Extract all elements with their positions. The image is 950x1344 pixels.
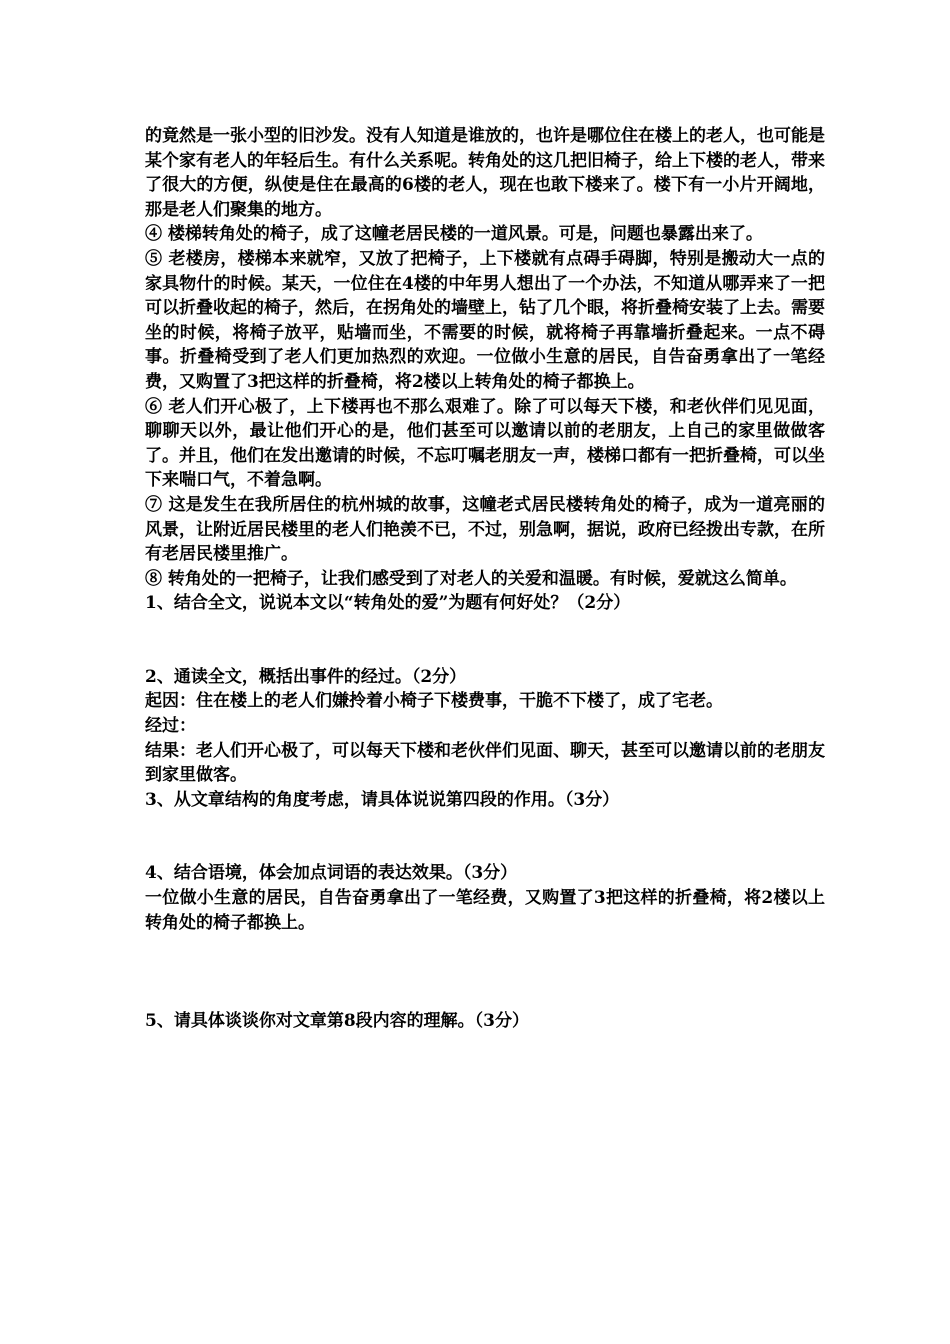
question-3: 3、从文章结构的角度考虑，请具体说说第四段的作用。（3分）	[145, 789, 620, 810]
paragraph-3-continued: 的竟然是一张小型的旧沙发。没有人知道是谁放的，也许是哪位住在楼上的老人，也可能是某个家有老人的年轻后生。有什么关系呢。转角处的这几把旧椅子，给上下楼的老人，带来了很大的方便，纵使是住在最高的6楼的老人，现在也敢下楼来了。楼下有一小片开阔地，那是老人们聚集的地方。	[145, 126, 825, 220]
answer-space-4	[145, 935, 825, 984]
paragraph-7: ⑦ 这是发生在我所居住的杭州城的故事，这幢老式居民楼转角处的椅子，成为一道亮丽的风景，让附近居民楼里的老人们艳羡不已，不过，别急啊，据说，政府已经拨出专款，在所有老居民楼里推广。	[145, 494, 825, 565]
paragraph-6: ⑥ 老人们开心极了，上下楼再也不那么艰难了。除了可以每天下楼，和老伙伴们见见面，聊聊天以外，最让他们开心的是，他们甚至可以邀请以前的老朋友，上自己的家里做做客了。并且，他们在发出邀请的时候，不忘叮嘱老朋友一声，楼梯口都有一把折叠椅，可以坐下来喘口气，不着急啊。	[145, 396, 825, 491]
paragraph-5: ⑤ 老楼房，楼梯本来就窄，又放了把椅子，上下楼就有点碍手碍脚，特别是搬动大一点的家具物什的时候。某天，一位住在4楼的中年男人想出了一个办法，不知道从哪弄来了一把可以折叠收起的椅子，然后，在拐角处的墙壁上，钻了几个眼，将折叠椅安装了上去。需要坐的时候，将椅子放平，贴墙而坐，不需要的时候，就将椅子再靠墙折叠起来。一点不碍事。折叠椅受到了老人们更加热烈的欢迎。一位做小生意的居民，自告奋勇拿出了一笔经费，又购置了3把这样的折叠椅，将2楼以上转角处的椅子都换上。	[145, 248, 825, 392]
answer-space-3	[145, 812, 825, 861]
answer-space-4-extra	[145, 984, 825, 1009]
document-body	[145, 124, 825, 1034]
question-4-quote: 一位做小生意的居民，自告奋勇拿出了一笔经费，又购置了3把这样的折叠椅，将2楼以上转角处的椅子都换上。	[145, 888, 825, 933]
question-5: 5、请具体谈谈你对文章第8段内容的理解。（3分）	[145, 1011, 529, 1032]
question-2: 2、通读全文，概括出事件的经过。（2分）	[145, 666, 467, 687]
question-2-cause: 起因：住在楼上的老人们嫌拎着小椅子下楼费事，干脆不下楼了，成了宅老。	[145, 691, 723, 712]
paragraph-8: ⑧ 转角处的一把椅子，让我们感受到了对老人的关爱和温暖。有时候，爱就这么简单。	[145, 568, 797, 589]
answer-space-1	[145, 616, 825, 665]
question-2-result: 结果：老人们开心极了，可以每天下楼和老伙伴们见面、聊天，甚至可以邀请以前的老朋友到家里做客。	[145, 740, 825, 786]
question-2-process: 经过：	[145, 716, 196, 737]
paragraph-4: ④ 楼梯转角处的椅子，成了这幢老居民楼的一道风景。可是，问题也暴露出来了。	[145, 224, 763, 245]
question-4: 4、结合语境，体会加点词语的表达效果。（3分）	[145, 863, 518, 884]
question-1: 1、结合全文，说说本文以“转角处的爱”为题有何好处？（2分）	[145, 593, 631, 614]
